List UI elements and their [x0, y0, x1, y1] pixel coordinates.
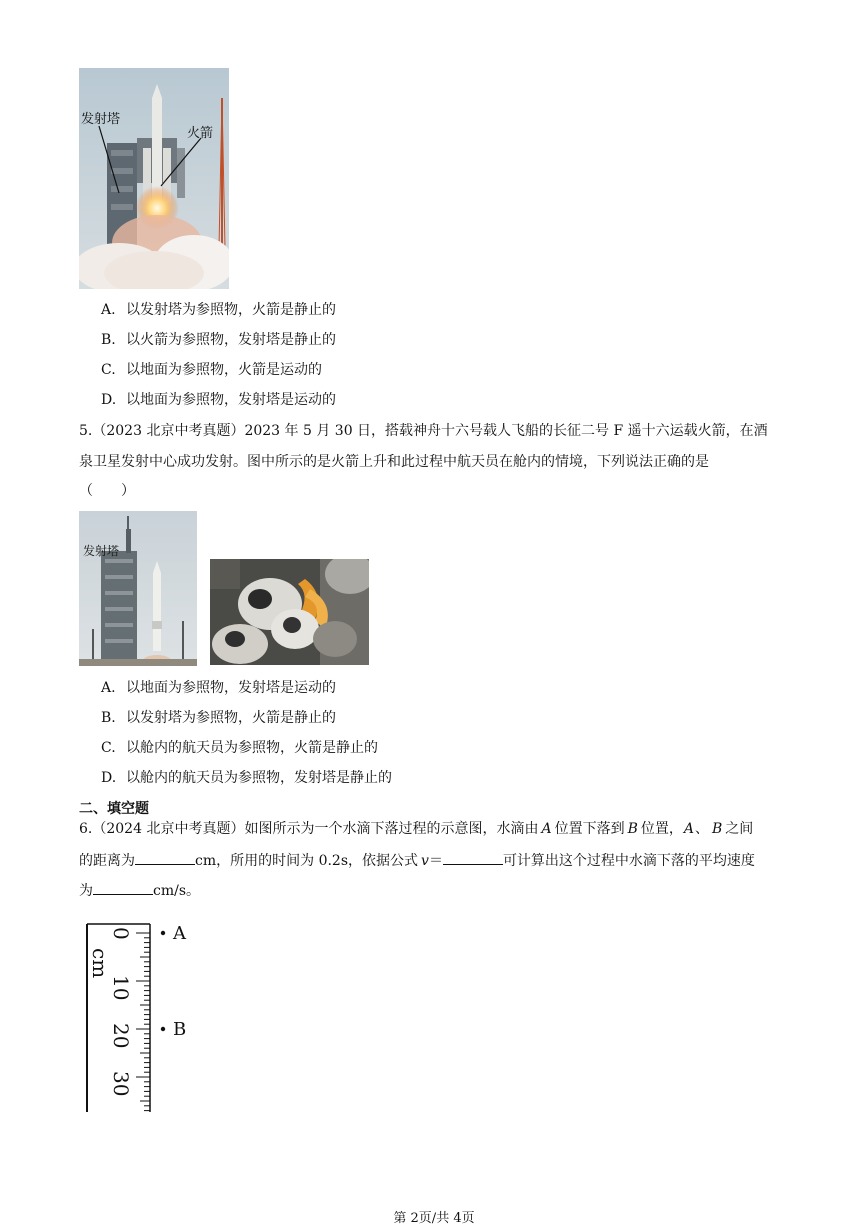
q6-number: 6.: [79, 821, 93, 837]
q5-option-a: A. 以地面为参照物，发射塔是运动的: [101, 680, 336, 696]
ruler-svg: [80, 918, 210, 1114]
q5-option-b: B. 以发射塔为参照物，火箭是静止的: [101, 710, 336, 726]
tower-label: 发射塔: [81, 112, 121, 127]
q5-source: （2023 北京中考真题）: [92, 423, 245, 439]
astronauts-cabin-photo: [210, 559, 369, 665]
q5-tower-label: 发射塔: [83, 544, 120, 558]
ruler-tick-label: 0: [109, 927, 133, 940]
q5-answer-paren: （ ）: [79, 483, 135, 499]
ruler-tick-label: 10: [109, 975, 133, 1001]
ruler-diagram: [80, 918, 210, 1114]
q4-option-d: D. 以地面为参照物，发射塔是运动的: [101, 392, 336, 408]
drop-point-a: [161, 931, 165, 935]
q5-option-d: D. 以舱内的航天员为参照物，发射塔是静止的: [101, 770, 392, 786]
point-b-label: B: [173, 1019, 187, 1040]
q4-option-b: B. 以火箭为参照物，发射塔是静止的: [101, 332, 336, 348]
section-title-fill-in: 二、填空题: [79, 801, 149, 817]
q4-option-a: A. 以发射塔为参照物，火箭是静止的: [101, 302, 336, 318]
q6-stem-line2: 的距离为 cm，所用的时间为 0.2s，依据公式 v＝ 可计算出这个过程中水滴下落的平均速度: [79, 850, 755, 870]
q5-stem-line2: 泉卫星发射中心成功发射。图中所示的是火箭上升和此过程中航天员在舱内的情境，下列说法正确的是: [79, 454, 709, 470]
ruler-tick-label: 30: [109, 1071, 133, 1097]
q6-source: （2024 北京中考真题）: [92, 821, 245, 837]
q5-stem-line1: [79, 422, 768, 440]
speed-blank[interactable]: [93, 880, 153, 895]
distance-blank[interactable]: [135, 850, 195, 865]
rocket-launch-photo: [79, 68, 229, 289]
q4-option-c: C. 以地面为参照物，火箭是运动的: [101, 362, 322, 378]
ruler-unit-label: cm: [88, 948, 112, 979]
ruler-tick-label: 20: [109, 1023, 133, 1049]
launch-tower-photo: [79, 511, 197, 666]
q5-text-1: 2023 年 5 月 30 日，搭载神舟十六号载人飞船的长征二号 F 遥十六运载火箭，在酒: [244, 423, 768, 439]
point-a-label: A: [173, 923, 186, 944]
q5-number: 5.: [79, 423, 93, 439]
q5-option-c: C. 以舱内的航天员为参照物，火箭是静止的: [101, 740, 378, 756]
rocket-label: 火箭: [187, 126, 214, 141]
formula-blank[interactable]: [443, 850, 503, 865]
q6-stem-line3: 为 cm/s。: [79, 880, 200, 900]
drop-point-b: [161, 1027, 165, 1031]
page-footer: 第 2页/共 4页: [393, 1211, 475, 1226]
q6-stem-line1: 6.（2024 北京中考真题）如图所示为一个水滴下落过程的示意图，水滴由 A 位置下落到 B 位置，A、 B 之间: [79, 821, 754, 837]
